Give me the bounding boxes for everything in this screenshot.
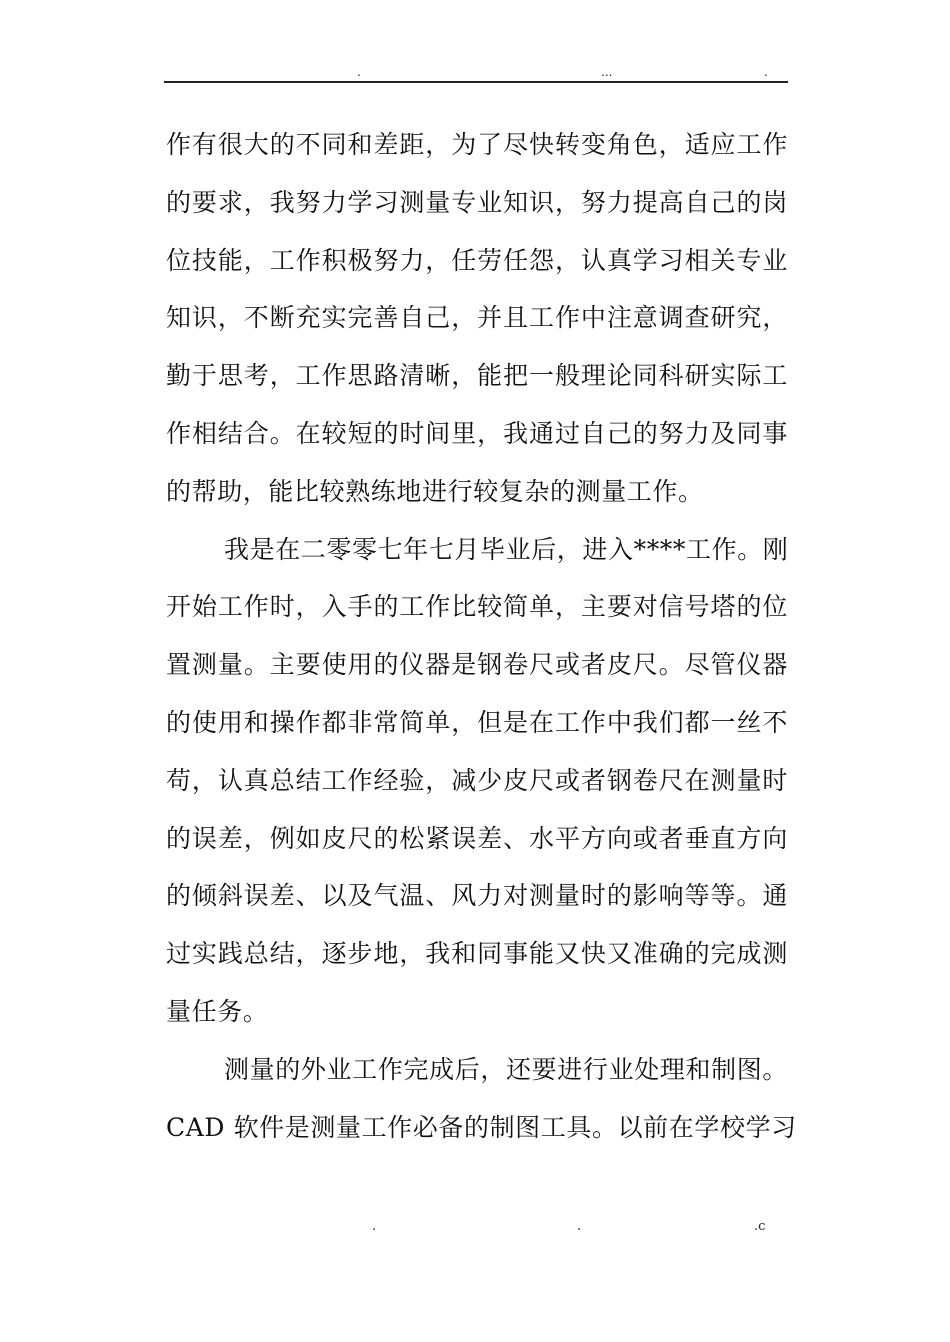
text-line: 过实践总结，逐步地，我和同事能又快又准确的完成测 xyxy=(166,939,788,969)
footer-mark-right: .c xyxy=(754,1219,766,1234)
header-mark-left: . xyxy=(357,65,361,79)
text-line: 开始工作时，入手的工作比较简单，主要对信号塔的位 xyxy=(166,592,788,622)
body-text xyxy=(166,116,797,1156)
header-mark-right: . xyxy=(764,65,768,79)
text-line: 的帮助，能比较熟练地进行较复杂的测量工作。 xyxy=(166,476,704,506)
text-line: 作相结合。在较短的时间里，我通过自己的努力及同事 xyxy=(166,418,788,448)
paragraph-start-line: 我是在二零零七年七月毕业后，进入****工作。刚 xyxy=(224,534,789,564)
text-line: 位技能，工作积极努力，任劳任怨，认真学习相关专业 xyxy=(166,245,788,275)
header-rule xyxy=(164,81,788,83)
text-line: 的误差，例如皮尺的松紧误差、水平方向或者垂直方向 xyxy=(166,823,788,853)
text-line: 知识，不断充实完善自己，并且工作中注意调查研究， xyxy=(166,303,788,333)
text-line: 勤于思考，工作思路清晰，能把一般理论同科研实际工 xyxy=(166,361,788,391)
header-mark-middle: ... xyxy=(601,65,613,79)
footer-mark-middle: . xyxy=(577,1219,582,1234)
text-line: 的使用和操作都非常简单，但是在工作中我们都一丝不 xyxy=(166,707,788,737)
text-line: 作有很大的不同和差距，为了尽快转变角色，适应工作 xyxy=(166,130,788,159)
text-line: CAD 软件是测量工作必备的制图工具。以前在学校学习 xyxy=(166,1112,797,1142)
text-line: 苟，认真总结工作经验，减少皮尺或者钢卷尺在测量时 xyxy=(166,765,788,795)
text-line: 的要求，我努力学习测量专业知识，努力提高自己的岗 xyxy=(166,187,788,217)
paragraph-start-line: 测量的外业工作完成后，还要进行业处理和制图。 xyxy=(224,1054,788,1084)
text-line: 量任务。 xyxy=(166,996,269,1026)
text-line: 置测量。主要使用的仪器是钢卷尺或者皮尺。尽管仪器 xyxy=(166,650,788,680)
footer-mark-left: . xyxy=(372,1219,377,1234)
text-line: 的倾斜误差、以及气温、风力对测量时的影响等等。通 xyxy=(166,881,788,911)
